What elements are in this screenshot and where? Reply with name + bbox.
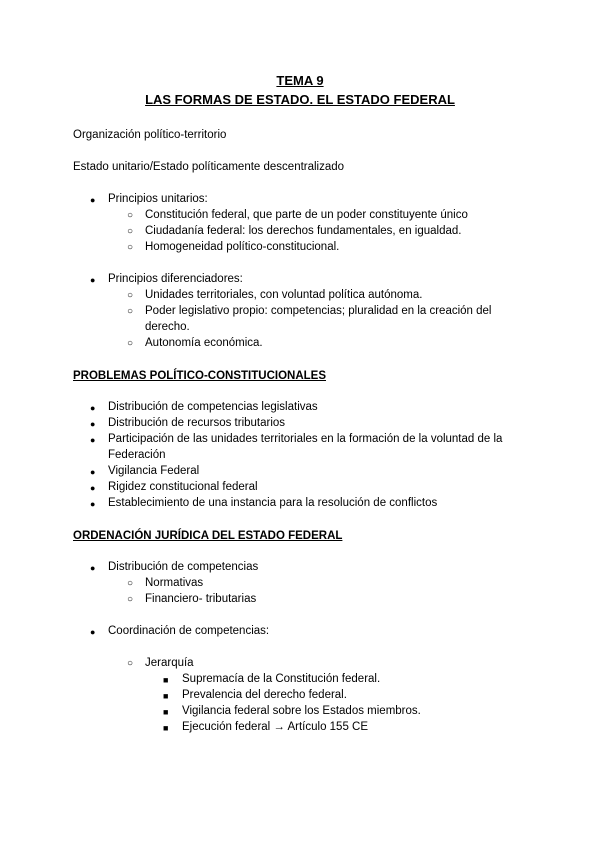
list-subsubitem: Supremacía de la Constitución federal. [182,673,381,685]
list-subitem: Normativas [145,577,204,589]
bullet-icon: ● [90,403,96,413]
list-item-principios-diferenciadores: Principios diferenciadores: [108,273,243,285]
list-item-continuation: Federación [108,449,166,461]
list-item: Rigidez constitucional federal [108,481,258,493]
list-item-principios-unitarios: Principios unitarios: [108,193,208,205]
bullet-icon: ● [90,419,96,429]
doc-title: LAS FORMAS DE ESTADO. EL ESTADO FEDERAL [145,92,455,107]
circle-bullet-icon: ○ [127,578,134,589]
list-item: Establecimiento de una instancia para la resolución de conflictos [108,497,438,509]
bullet-icon: ● [90,435,96,445]
circle-bullet-icon: ○ [127,658,134,669]
list-subsubitem: Vigilancia federal sobre los Estados miembros. [182,705,421,717]
list-item: Participación de las unidades territoriales en la formación de la voluntad de la [108,433,503,445]
circle-bullet-icon: ○ [127,594,134,605]
circle-bullet-icon: ○ [127,290,134,301]
doc-title-number: TEMA 9 [276,73,324,88]
section-heading-ordenacion: ORDENACIÓN JURÍDICA DEL ESTADO FEDERAL [73,530,343,542]
list-subitem: Unidades territoriales, con voluntad política autónoma. [145,289,423,301]
circle-bullet-icon: ○ [127,306,134,317]
list-item: Distribución de competencias legislativas [108,401,318,413]
list-subitem: Autonomía económica. [145,337,263,349]
section-heading-problemas: PROBLEMAS POLÍTICO-CONSTITUCIONALES [73,370,326,382]
circle-bullet-icon: ○ [127,226,134,237]
list-subitem: Constitución federal, que parte de un poder constituyente único [145,209,468,221]
circle-bullet-icon: ○ [127,210,134,221]
square-bullet-icon: ■ [163,675,169,685]
list-subitem: Homogeneidad político-constitucional. [145,241,340,253]
bullet-icon: ● [90,499,96,509]
square-bullet-icon: ■ [163,691,169,701]
list-subsubitem: Prevalencia del derecho federal. [182,689,347,701]
intro-line-2: Estado unitario/Estado políticamente descentralizado [73,161,345,173]
bullet-icon: ● [90,563,96,573]
bullet-icon: ● [90,627,96,637]
list-item: Coordinación de competencias: [108,625,270,637]
bullet-icon: ● [90,275,96,285]
square-bullet-icon: ■ [163,723,169,733]
square-bullet-icon: ■ [163,707,169,717]
list-subitem: Jerarquía [145,657,194,669]
list-subitem: Poder legislativo propio: competencias; pluralidad en la creación del [145,305,492,317]
bullet-icon: ● [90,195,96,205]
list-item: Vigilancia Federal [108,465,200,477]
circle-bullet-icon: ○ [127,338,134,349]
intro-line-1: Organización político-territorio [73,129,227,141]
list-subitem: Ciudadanía federal: los derechos fundamentales, en igualdad. [145,225,462,237]
list-item: Distribución de competencias [108,561,259,573]
list-subitem-continuation: derecho. [145,321,190,333]
bullet-icon: ● [90,467,96,477]
bullet-icon: ● [90,483,96,493]
list-subsubitem: Ejecución federal → Artículo 155 CE [182,721,369,733]
list-item: Distribución de recursos tributarios [108,417,286,429]
circle-bullet-icon: ○ [127,242,134,253]
list-subitem: Financiero- tributarias [145,593,257,605]
